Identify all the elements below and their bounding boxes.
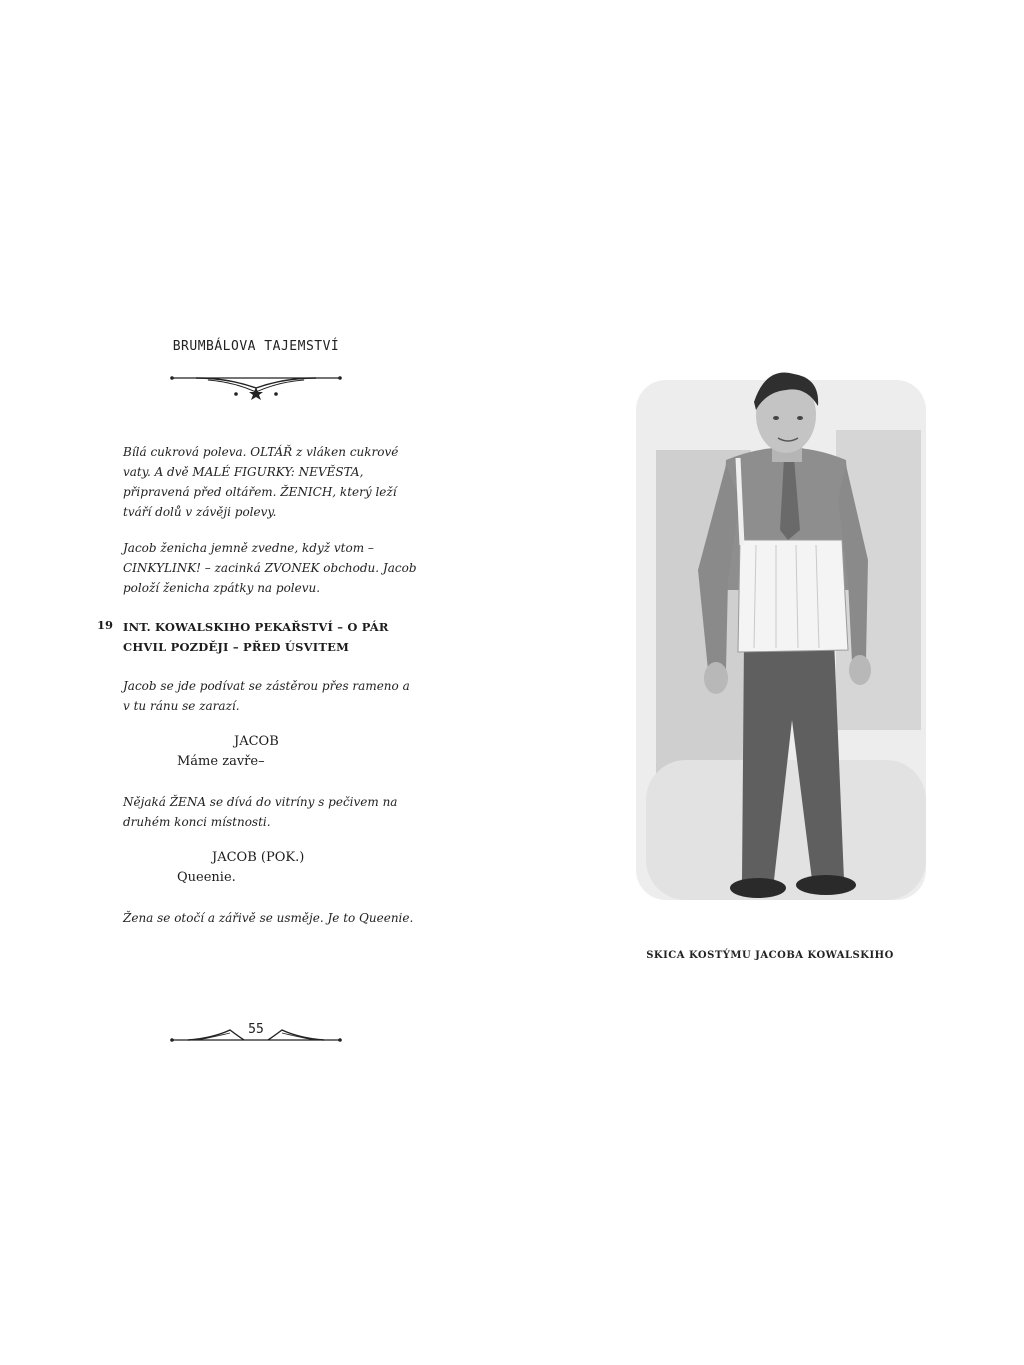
right-page <box>512 0 1024 1365</box>
dialogue-line: Máme zavře– <box>177 754 265 769</box>
running-head: BRUMBÁLOVA TAJEMSTVÍ <box>172 339 340 354</box>
costume-sketch-illustration <box>616 340 936 930</box>
action-paragraph: Bílá cukrová poleva. OLTÁŘ z vláken cukrové vaty. A dvě MALÉ FIGURKY: NEVĚSTA, připravená před oltářem. ŽENICH, který leží tváří dolů v závěji polevy. <box>123 445 399 519</box>
scene-heading: INT. KOWALSKIHO PEKAŘSTVÍ – O PÁR CHVIL POZDĚJI – PŘED ÚSVITEM <box>123 620 389 654</box>
character-name: JACOB <box>234 734 279 749</box>
action-paragraph: Nějaká ŽENA se dívá do vitríny s pečivem na druhém konci místnosti. <box>123 795 398 829</box>
action-paragraph: Jacob se jde podívat se zástěrou přes rameno a v tu ránu se zarazí. <box>123 679 410 713</box>
action-paragraph: Jacob ženicha jemně zvedne, když vtom – CINKYLINK! – zacinká ZVONEK obchodu. Jacob položí ženicha zpátky na polevu. <box>123 541 417 595</box>
illustration-caption: SKICA KOSTÝMU JACOBA KOWALSKIHO <box>646 950 894 961</box>
character-name: JACOB (POK.) <box>212 850 305 865</box>
header-ornament-icon <box>168 368 344 408</box>
dialogue-line: Queenie. <box>177 870 236 885</box>
page-number: 55 <box>248 1022 264 1037</box>
action-paragraph: Žena se otočí a zářivě se usměje. Je to Queenie. <box>123 911 414 925</box>
scene-number: 19 <box>97 618 114 632</box>
